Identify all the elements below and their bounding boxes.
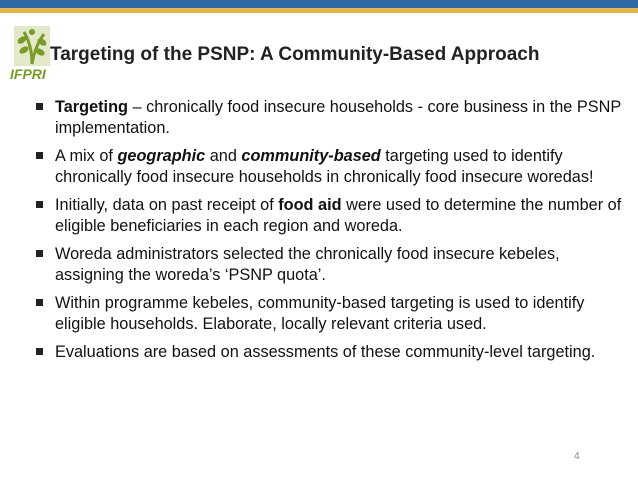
bullet-item bbox=[34, 146, 624, 188]
bullet-text: Targeting bbox=[55, 98, 128, 116]
accent-stripe bbox=[0, 8, 638, 13]
page-number: 4 bbox=[574, 451, 580, 462]
bullet-text: – chronically food insecure households - core business in the PSNP implementation. bbox=[55, 98, 621, 137]
bullet-square-icon bbox=[36, 250, 43, 257]
bullet-item bbox=[34, 195, 624, 237]
bullet-text: targeting used to identify chronically food insecure households in chronically food insecure woredas! bbox=[55, 147, 594, 186]
bullet-item bbox=[34, 244, 624, 286]
bullet-square-icon bbox=[36, 152, 43, 159]
bullet-text: Evaluations are based on assessments of these community-level targeting. bbox=[55, 343, 596, 361]
top-stripe bbox=[0, 0, 638, 8]
bullet-text: were used to determine the number of eligible beneficiaries in each region and woreda. bbox=[55, 196, 622, 235]
bullet-text: A mix of bbox=[55, 147, 118, 165]
bullet-item bbox=[34, 97, 624, 139]
bullet-text: Woreda administrators selected the chronically food insecure kebeles, assigning the woreda’s ‘PSNP quota’. bbox=[55, 245, 560, 284]
bullet-text: Within programme kebeles, community-based targeting is used to identify eligible households. Elaborate, locally relevant criteria used. bbox=[55, 294, 585, 333]
bullet-text: community-based bbox=[241, 147, 381, 165]
bullet-text: food aid bbox=[278, 196, 342, 214]
bullet-text: geographic bbox=[117, 147, 206, 165]
bullet-square-icon bbox=[36, 103, 43, 110]
bullet-text: Initially, data on past receipt of bbox=[55, 196, 279, 214]
bullet-list bbox=[34, 97, 624, 370]
slide-title: Targeting of the PSNP: A Community-Based Approach bbox=[50, 44, 540, 65]
bullet-square-icon bbox=[36, 201, 43, 208]
logo-text: IFPRI bbox=[10, 66, 46, 82]
bullet-square-icon bbox=[36, 299, 43, 306]
bullet-square-icon bbox=[36, 348, 43, 355]
bullet-item bbox=[34, 342, 624, 363]
bullet-item bbox=[34, 293, 624, 335]
bullet-text: and bbox=[205, 147, 242, 165]
